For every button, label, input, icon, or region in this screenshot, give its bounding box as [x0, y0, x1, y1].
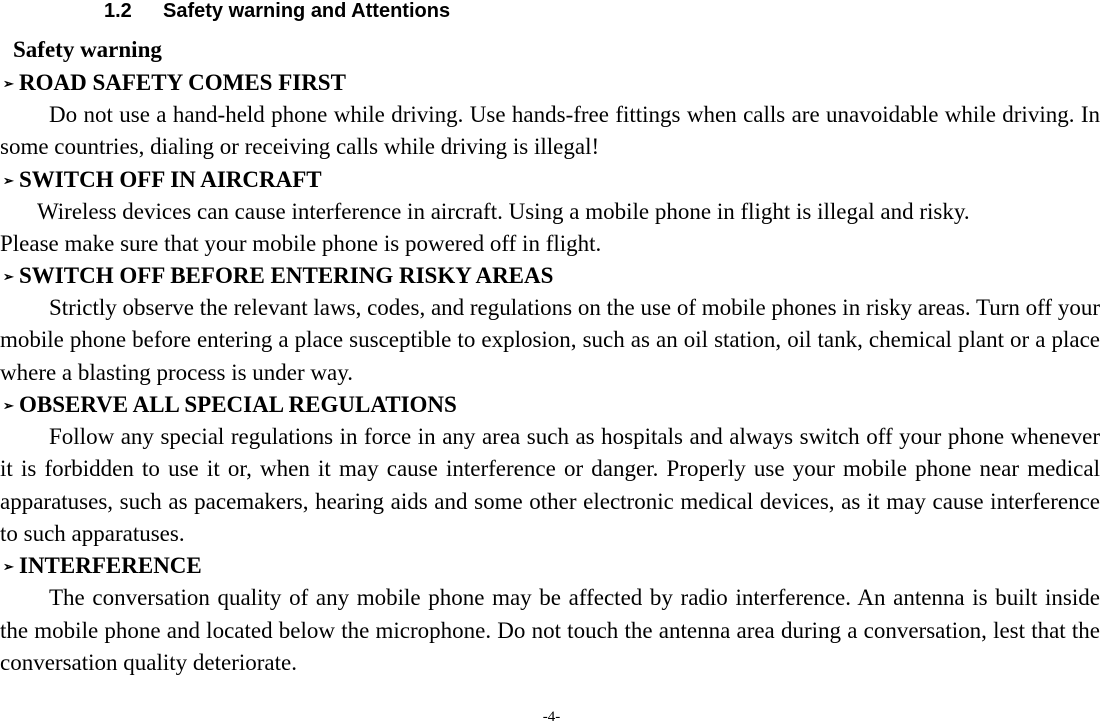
item-title-road-safety: [0, 67, 1100, 99]
item-body-aircraft-line-1: Wireless devices can cause interference in aircraft. Using a mobile phone in flight is illegal and risky.: [37, 198, 970, 224]
section-title: Safety warning and Attentions: [163, 0, 451, 22]
arrow-bullet-icon: ➢: [3, 559, 14, 575]
item-body-aircraft-line-2: Please make sure that your mobile phone is powered off in flight.: [0, 230, 602, 256]
item-body-road-safety: Do not use a hand-held phone while driving. Use hands-free fittings when calls are unavoidable while driving. In some countries, dialing or receiving calls while driving is illegal!: [0, 102, 1100, 160]
section-number: 1.2: [104, 0, 132, 22]
arrow-bullet-icon: ➢: [3, 172, 14, 188]
item-title-text: SWITCH OFF IN AIRCRAFT: [19, 166, 322, 192]
item-title-interference: [0, 550, 1100, 582]
safety-warning-heading: Safety warning: [13, 37, 162, 62]
page-number: -4-: [542, 709, 561, 725]
item-body-interference: The conversation quality of any mobile phone may be affected by radio interference. An antenna is built inside the mobile phone and located below the microphone. Do not touch the antenna area during a conversation, lest that the conversation quality deteriorate.: [0, 585, 1100, 675]
safety-warning-list: [0, 67, 1100, 679]
item-title-special-regulations: [0, 389, 1100, 421]
item-title-text: INTERFERENCE: [19, 553, 202, 579]
item-title-risky-areas: [0, 260, 1100, 292]
item-body-risky-areas: Strictly observe the relevant laws, codes, and regulations on the use of mobile phones in risky areas. Turn off your mobile phone before entering a place susceptible to explosion, such as an oil station, oil tank, chemical plant or a place where a blasting process is under way.: [0, 295, 1100, 385]
item-title-aircraft: [0, 164, 1100, 196]
section-heading: [104, 0, 450, 22]
arrow-bullet-icon: ➢: [3, 398, 14, 414]
arrow-bullet-icon: ➢: [3, 76, 14, 91]
item-title-text: OBSERVE ALL SPECIAL REGULATIONS: [19, 392, 457, 418]
item-body-special-regulations: Follow any special regulations in force in any area such as hospitals and always switch off your phone whenever it is forbidden to use it or, when it may cause interference or danger. Properly use your mobile phone near medical apparatuses, such as pacemakers, hearing aids and some other electronic medical devices, as it may cause interference to such apparatuses.: [0, 424, 1100, 546]
item-title-text: SWITCH OFF BEFORE ENTERING RISKY AREAS: [19, 263, 554, 289]
arrow-bullet-icon: ➢: [3, 269, 14, 285]
item-title-text: ROAD SAFETY COMES FIRST: [19, 70, 346, 95]
